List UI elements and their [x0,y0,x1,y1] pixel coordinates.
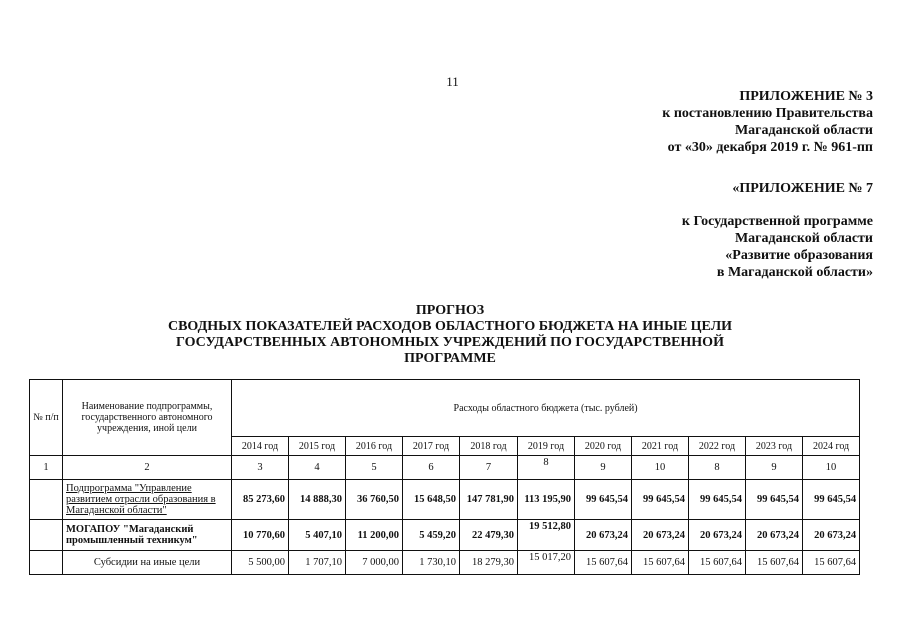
row-name: Подпрограмма "Управление развитием отрасли образования в Магаданской области" [63,480,232,520]
title-line: СВОДНЫХ ПОКАЗАТЕЛЕЙ РАСХОДОВ ОБЛАСТНОГО БЮДЖЕТА НА ИНЫЕ ЦЕЛИ [167,319,733,334]
row-name: МОГАПОУ "Магаданский промышленный техникум" [63,520,232,551]
appendix-3-line: ПРИЛОЖЕНИЕ № 3 [739,89,873,104]
table-row [30,520,860,551]
year-cell: 2020 год [575,437,632,456]
appendix-3-line: к постановлению Правительства [662,106,873,121]
column-number: 2 [63,456,232,480]
table-row [30,480,860,520]
value-cell: 5 407,10 [289,520,346,551]
value-cell: 20 673,24 [803,520,860,551]
table-header-row [30,380,860,437]
title-line: ГОСУДАРСТВЕННЫХ АВТОНОМНЫХ УЧРЕЖДЕНИЙ ПО ГОСУДАРСТВЕННОЙ [176,335,724,350]
value-cell: 15 607,64 [746,551,803,575]
year-cell: 2022 год [689,437,746,456]
value-cell: 20 673,24 [632,520,689,551]
year-cell: 2016 год [346,437,403,456]
value-cell: 20 673,24 [746,520,803,551]
value-cell: 11 200,00 [346,520,403,551]
column-number: 1 [30,456,63,480]
header-name: Наименование подпрограммы, государственного автономного учреждения, иной цели [63,380,232,456]
value-cell: 22 479,30 [460,520,518,551]
value-cell: 14 888,30 [289,480,346,520]
appendix-7-block [682,213,873,281]
value-cell: 85 273,60 [232,480,289,520]
column-number: 7 [460,456,518,480]
column-number: 6 [403,456,460,480]
value-cell: 15 607,64 [689,551,746,575]
value-cell: 18 279,30 [460,551,518,575]
appendix-7-line: «Развитие образования [725,248,873,263]
title-line: ПРОГНОЗ [415,303,485,318]
value-cell: 99 645,54 [689,480,746,520]
value-cell: 1 730,10 [403,551,460,575]
year-cell: 2015 год [289,437,346,456]
column-number: 9 [746,456,803,480]
year-cell: 2021 год [632,437,689,456]
appendix-7-heading: «ПРИЛОЖЕНИЕ № 7 [732,181,873,196]
document-title [120,303,780,367]
year-cell: 2017 год [403,437,460,456]
appendix-7-line: Магаданской области [734,231,873,246]
appendix-3-line: от «30» декабря 2019 г. № 961-пп [667,140,873,155]
row-num [30,551,63,575]
column-numbers-row [30,456,860,480]
value-cell: 10 770,60 [232,520,289,551]
title-line: ПРОГРАММЕ [404,351,496,366]
column-number: 10 [632,456,689,480]
value-cell: 5 500,00 [232,551,289,575]
column-number: 8 [518,456,575,480]
value-cell: 15 607,64 [575,551,632,575]
column-number: 4 [289,456,346,480]
value-cell: 15 607,64 [632,551,689,575]
value-cell: 1 707,10 [289,551,346,575]
value-cell: 15 648,50 [403,480,460,520]
column-number: 10 [803,456,860,480]
header-expenses: Расходы областного бюджета (тыс. рублей) [232,380,860,437]
year-cell: 2023 год [746,437,803,456]
value-cell: 99 645,54 [632,480,689,520]
year-cell: 2019 год [518,437,575,456]
column-number: 8 [689,456,746,480]
value-cell: 20 673,24 [575,520,632,551]
value-cell: 36 760,50 [346,480,403,520]
value-cell: 5 459,20 [403,520,460,551]
value-cell: 15 607,64 [803,551,860,575]
value-cell: 19 512,80 [518,520,575,551]
value-cell: 7 000,00 [346,551,403,575]
header-num: № п/п [30,380,63,456]
row-num [30,520,63,551]
appendix-7-line: в Магаданской области» [716,265,873,280]
row-name: Субсидии на иные цели [63,551,232,575]
column-number: 3 [232,456,289,480]
value-cell: 147 781,90 [460,480,518,520]
value-cell: 99 645,54 [746,480,803,520]
value-cell: 15 017,20 [518,551,575,575]
column-number: 9 [575,456,632,480]
value-cell: 99 645,54 [575,480,632,520]
page-number: 11 [446,74,459,89]
value-cell: 20 673,24 [689,520,746,551]
year-cell: 2018 год [460,437,518,456]
table-row [30,551,860,575]
value-cell: 113 195,90 [518,480,575,520]
column-number: 5 [346,456,403,480]
row-num [30,480,63,520]
year-cell: 2024 год [803,437,860,456]
appendix-3-line: Магаданской области [734,123,873,138]
budget-table [29,379,860,575]
value-cell: 99 645,54 [803,480,860,520]
appendix-7-line: к Государственной программе [681,214,873,229]
year-cell: 2014 год [232,437,289,456]
appendix-3-block [662,88,873,156]
